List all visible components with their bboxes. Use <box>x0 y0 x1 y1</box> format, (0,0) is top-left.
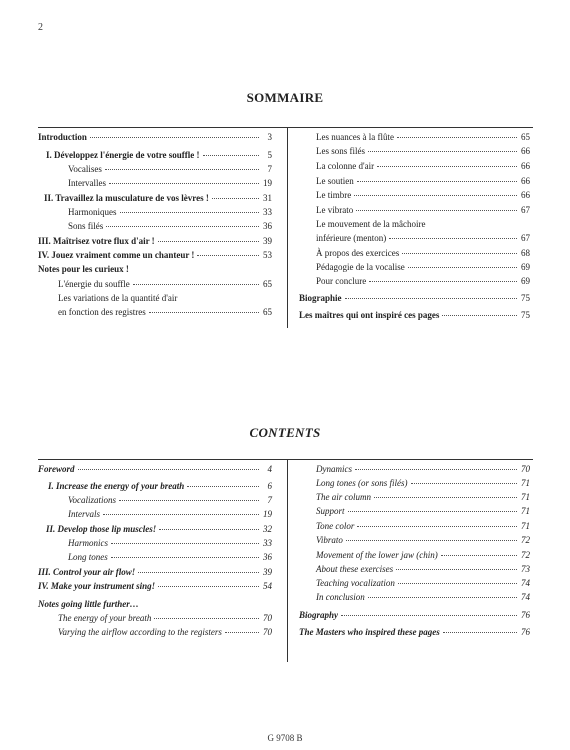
toc-entry[interactable]: IV. Jouez vraiment comme un chanteur ! 53 <box>38 250 272 260</box>
leader-dots <box>109 183 259 184</box>
leader-dots <box>357 181 517 182</box>
contents-top-rule <box>38 459 533 460</box>
leader-dots <box>356 210 517 211</box>
toc-entry[interactable]: Pour conclure 69 <box>316 276 530 286</box>
toc-entry[interactable]: Support 71 <box>316 506 530 516</box>
sommaire-column-divider <box>287 127 288 328</box>
toc-entry[interactable]: Le soutien 66 <box>316 176 530 186</box>
toc-entry[interactable]: La colonne d'air 66 <box>316 161 530 171</box>
leader-dots <box>374 497 517 498</box>
toc-entry[interactable]: The energy of your breath 70 <box>58 613 272 623</box>
leader-dots <box>357 526 517 527</box>
toc-entry[interactable]: In conclusion 74 <box>316 592 530 602</box>
toc-entry[interactable]: Varying the airflow according to the registers 70 <box>58 627 272 637</box>
leader-dots <box>133 284 259 285</box>
toc-entry[interactable]: Le timbre 66 <box>316 190 530 200</box>
leader-dots <box>443 632 517 633</box>
toc-entry[interactable]: III. Maîtrisez votre flux d'air ! 39 <box>38 236 272 246</box>
toc-entry[interactable]: Dynamics 70 <box>316 464 530 474</box>
toc-entry[interactable]: Intervalles 19 <box>68 178 272 188</box>
leader-dots <box>411 483 517 484</box>
leader-dots <box>389 238 517 239</box>
contents-column-divider <box>287 459 288 662</box>
toc-entry[interactable]: Tone color 71 <box>316 521 530 531</box>
leader-dots <box>396 569 517 570</box>
leader-dots <box>106 226 259 227</box>
leader-dots <box>397 137 517 138</box>
toc-entry[interactable]: Les sons filés 66 <box>316 146 530 156</box>
leader-dots <box>197 255 259 256</box>
toc-entry[interactable]: Harmoniques 33 <box>68 207 272 217</box>
toc-heading[interactable]: Notes going little further… <box>38 599 139 609</box>
leader-dots <box>158 241 259 242</box>
leader-dots <box>408 267 517 268</box>
toc-entry[interactable]: I. Increase the energy of your breath 6 <box>48 481 272 491</box>
leader-dots <box>398 583 517 584</box>
toc-entry[interactable]: en fonction des registres 65 <box>58 307 272 317</box>
leader-dots <box>111 543 259 544</box>
toc-heading[interactable]: Notes pour les curieux ! <box>38 264 129 274</box>
toc-entry[interactable]: II. Travaillez la musculature de vos lèvres ! 31 <box>44 193 272 203</box>
toc-entry[interactable]: IV. Make your instrument sing! 54 <box>38 581 272 591</box>
leader-dots <box>402 253 517 254</box>
toc-entry[interactable]: inférieure (menton) 67 <box>316 233 530 243</box>
leader-dots <box>346 540 517 541</box>
toc-entry[interactable]: Vocalizations 7 <box>68 495 272 505</box>
toc-entry[interactable]: Biographie 75 <box>299 293 530 303</box>
leader-dots <box>368 597 517 598</box>
toc-entry[interactable]: Introduction 3 <box>38 132 272 142</box>
leader-dots <box>345 298 517 299</box>
toc-entry[interactable]: Pédagogie de la vocalise 69 <box>316 262 530 272</box>
leader-dots <box>158 586 259 587</box>
leader-dots <box>138 572 259 573</box>
leader-dots <box>441 555 517 556</box>
leader-dots <box>111 557 259 558</box>
toc-entry[interactable]: Long tones (or sons filés) 71 <box>316 478 530 488</box>
sommaire-top-rule <box>38 127 533 128</box>
toc-entry[interactable]: Les nuances à la flûte 65 <box>316 132 530 142</box>
toc-entry[interactable]: Sons filés 36 <box>68 221 272 231</box>
leader-dots <box>149 312 259 313</box>
leader-dots <box>119 500 259 501</box>
leader-dots <box>203 155 259 156</box>
toc-entry-line[interactable]: Le mouvement de la mâchoire <box>316 219 426 229</box>
toc-entry-line[interactable]: Les variations de la quantité d'air <box>58 293 178 303</box>
toc-entry[interactable]: Vocalises 7 <box>68 164 272 174</box>
leader-dots <box>159 529 259 530</box>
toc-entry[interactable]: Intervals 19 <box>68 509 272 519</box>
toc-entry[interactable]: Harmonics 33 <box>68 538 272 548</box>
leader-dots <box>341 615 517 616</box>
page-number: 2 <box>38 22 43 33</box>
toc-entry[interactable]: About these exercises 73 <box>316 564 530 574</box>
leader-dots <box>78 469 259 470</box>
leader-dots <box>154 618 259 619</box>
leader-dots <box>187 486 259 487</box>
toc-entry[interactable]: Les maîtres qui ont inspiré ces pages 75 <box>299 310 530 320</box>
leader-dots <box>105 169 259 170</box>
toc-entry[interactable]: Foreword 4 <box>38 464 272 474</box>
toc-entry[interactable]: Vibrato 72 <box>316 535 530 545</box>
toc-entry[interactable]: The air column 71 <box>316 492 530 502</box>
toc-entry[interactable]: Long tones 36 <box>68 552 272 562</box>
leader-dots <box>348 511 517 512</box>
toc-entry[interactable]: I. Développez l'énergie de votre souffle ! 5 <box>46 150 272 160</box>
toc-entry[interactable]: II. Develop those lip muscles! 32 <box>46 524 272 534</box>
toc-entry[interactable]: III. Control your air flow! 39 <box>38 567 272 577</box>
leader-dots <box>368 151 517 152</box>
leader-dots <box>377 166 517 167</box>
toc-entry[interactable]: Movement of the lower jaw (chin) 72 <box>316 550 530 560</box>
leader-dots <box>355 469 517 470</box>
sommaire-title: SOMMAIRE <box>246 90 324 105</box>
toc-entry[interactable]: À propos des exercices 68 <box>316 248 530 258</box>
toc-entry[interactable]: Teaching vocalization 74 <box>316 578 530 588</box>
contents-title: CONTENTS <box>249 425 321 440</box>
toc-entry[interactable]: Biography 76 <box>299 610 530 620</box>
leader-dots <box>354 195 517 196</box>
leader-dots <box>120 212 260 213</box>
leader-dots <box>212 198 259 199</box>
toc-entry[interactable]: Le vibrato 67 <box>316 205 530 215</box>
leader-dots <box>103 514 259 515</box>
leader-dots <box>90 137 259 138</box>
toc-entry[interactable]: The Masters who inspired these pages 76 <box>299 627 530 637</box>
leader-dots <box>442 315 517 316</box>
leader-dots <box>225 632 259 633</box>
toc-entry[interactable]: L'énergie du souffle 65 <box>58 279 272 289</box>
footer-code: G 9708 B <box>267 733 303 743</box>
leader-dots <box>369 281 517 282</box>
